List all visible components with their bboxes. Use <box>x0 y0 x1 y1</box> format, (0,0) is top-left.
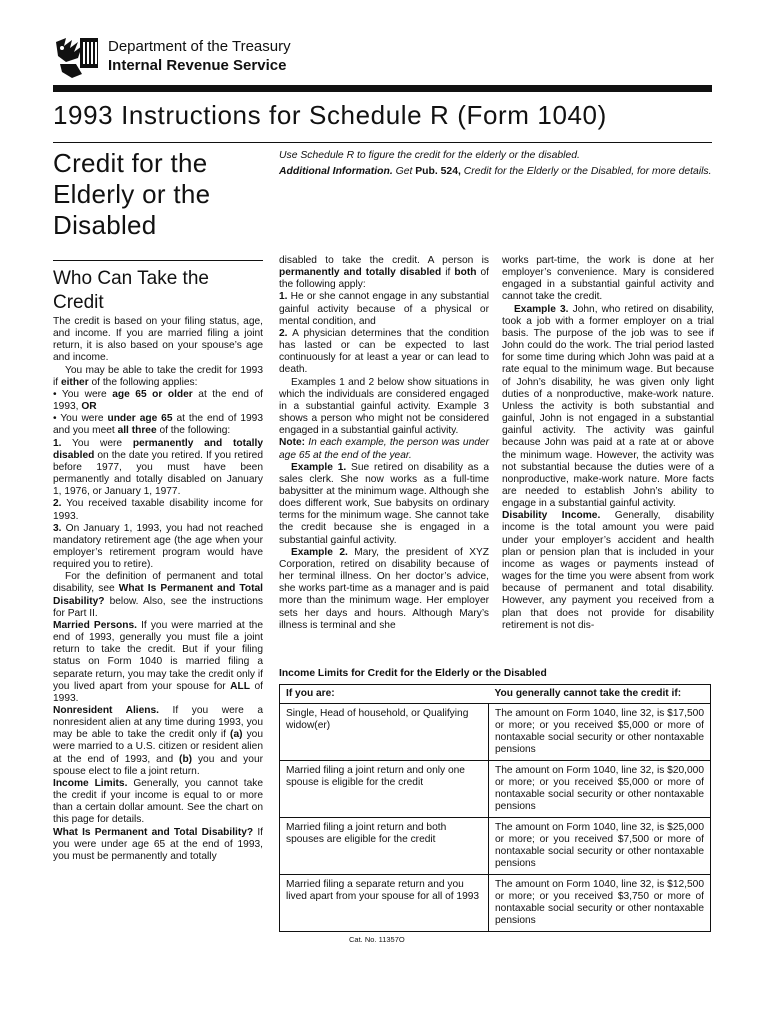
section-heading: Who Can Take the Credit <box>53 268 209 313</box>
column-1: The credit is based on your filing status, age, and income. If you are married filing a joint return, it is also based on your spouse’s age and income. You may be able to take the credit for 1993 if either of the following applies: • You were age 65 or older at the end of 1993, OR • You were under age 65 at the end of 1993 and you meet all three of the following: 1. You were permanently and totally disabled on the date you retired. If you retired before 1977, you must have been permanently and totally disabled on January 1, 1976, or January 1, 1977. 2. You received taxable disability income for 1993. 3. On January 1, 1993, you had not reached mandatory retirement age (the age when your employer’s retirement program would have required you to retire). For the definition of permanent and total disability, see What Is Permanent and Total Disability? below. Also, see the instructions for Part II. Married Persons. If you were married at the end of 1993, generally you must file a joint return to take the credit. But if your filing status on Form 1040 is married filing a separate return, you may take the credit only if you lived apart from your spouse for ALL of 1993. Nonresident Aliens. If you were a nonresident alien at any time during 1993, you may be able to take the credit only if (a) you were married to a U.S. citizen or resident alien at the end of 1993, and (b) you and your spouse elect to file a joint return. Income Limits. Generally, you cannot take the credit if your income is equal to or more than a certain dollar amount. See the chart on this page for details. What Is Permanent and Total Disability? If you were under age 65 at the end of 1993, you must be permanently and totally <box>53 316 264 862</box>
table-header-row <box>280 685 711 704</box>
table-cell-limit: The amount on Form 1040, line 32, is $17,500 or more; or you received $5,000 or more of nontaxable social security or other nontaxable pensions <box>489 704 711 761</box>
table-row <box>280 875 711 932</box>
department-name: Department of the Treasury <box>108 38 291 55</box>
table-cell-limit: The amount on Form 1040, line 32, is $25,000 or more; or you received $7,500 or more of nontaxable social security or other nontaxable pensions <box>489 818 711 875</box>
credit-heading: Credit for the Elderly or the Disabled <box>53 148 211 240</box>
table-cell-status: Married filing a joint return and only one spouse is eligible for the credit <box>280 761 489 818</box>
header-rule <box>53 85 712 92</box>
table-title: Income Limits for Credit for the Elderly or the Disabled <box>279 668 547 679</box>
table-header-right: You generally cannot take the credit if: <box>489 685 711 704</box>
column-2: disabled to take the credit. A person is permanently and totally disabled if both of the following apply: 1. He or she cannot engage in any substantial gainful activity because of a physical or mental condition, and 2. A physician determines that the condition has lasted or can be expected to last continuously for at least a year or can lead to death. Examples 1 and 2 below show situations in which the individuals are considered engaged in a substantial gainful activity. Example 3 shows a person who might not be considered engaged in a substantial gainful activity. Note: In each example, the person was under age 65 at the end of the year. Example 1. Sue retired on disability as a sales clerk. She now works as a full-time babysitter at the minimum wage. Although she does different work, Sue babysits on ordinary terms for the minimum wage. She cannot take the credit because she is engaged in a substantial gainful activity. Example 2. Mary, the president of XYZ Corporation, retired on disability because of her terminal illness. On her doctor’s advice, she works part-time as a manager and is paid more than the minimum wage. Her employer sets her days and hours. Although Mary’s illness is terminal and she <box>279 255 490 631</box>
table-row <box>280 761 711 818</box>
catalog-number: Cat. No. 11357O <box>349 935 405 944</box>
irs-eagle-icon <box>52 34 100 80</box>
page-title: 1993 Instructions for Schedule R (Form 1040) <box>53 100 607 130</box>
table-header-left: If you are: <box>280 685 489 704</box>
table-row <box>280 704 711 761</box>
table-cell-status: Single, Head of household, or Qualifying widow(er) <box>280 704 489 761</box>
intro-text: Use Schedule R to figure the credit for the elderly or the disabled. Additional Information. Get Pub. 524, Credit for the Elderly or the Disabled, for more details. <box>279 150 712 178</box>
table-cell-limit: The amount on Form 1040, line 32, is $20,000 or more; or you received $5,000 or more of nontaxable social security or other nontaxable pensions <box>489 761 711 818</box>
table-cell-limit: The amount on Form 1040, line 32, is $12,500 or more; or you received $3,750 or more of nontaxable social security or other nontaxable pensions <box>495 879 704 926</box>
title-rule <box>53 142 712 143</box>
column-3: works part-time, the work is done at her employer’s convenience. Mary is considered engaged in a substantial gainful activity and cannot take the credit. Example 3. John, who retired on disability, took a job with a former employer on a trial basis. The purpose of the job was to see if John could do the work. The trial period lasted for some time during which John was paid at a rate equal to the minimum wage. But because of John’s disability, he was given only light duties of a nonproductive, make-work nature. Unless the activity is both substantial and gainful, John is not engaged in a substantial gainful activity. The activity was gainful because John was paid at a rate at or above the minimum wage. However, the activity was not substantial because the duties were of a nonproductive, make-work nature. More facts are needed to establish John’s ability to engage in a substantial gainful activity. Disability Income. Generally, disability income is the total amount you were paid under your employer’s accident and health plan or pension plan that is included in your income as wages or payments instead of wages for the time you were absent from work because of permanent and total disability. However, any payment you received from a plan that does not provide for disability retirement is not dis- <box>502 255 714 631</box>
table-row <box>280 818 711 875</box>
table-cell-status: Married filing a joint return and both spouses are eligible for the credit <box>280 818 489 875</box>
income-limits-table <box>279 684 711 932</box>
section-rule <box>53 260 263 261</box>
table-cell-status: Married filing a separate return and you lived apart from your spouse for all of 1993 <box>280 875 489 932</box>
agency-name: Internal Revenue Service <box>108 57 287 74</box>
